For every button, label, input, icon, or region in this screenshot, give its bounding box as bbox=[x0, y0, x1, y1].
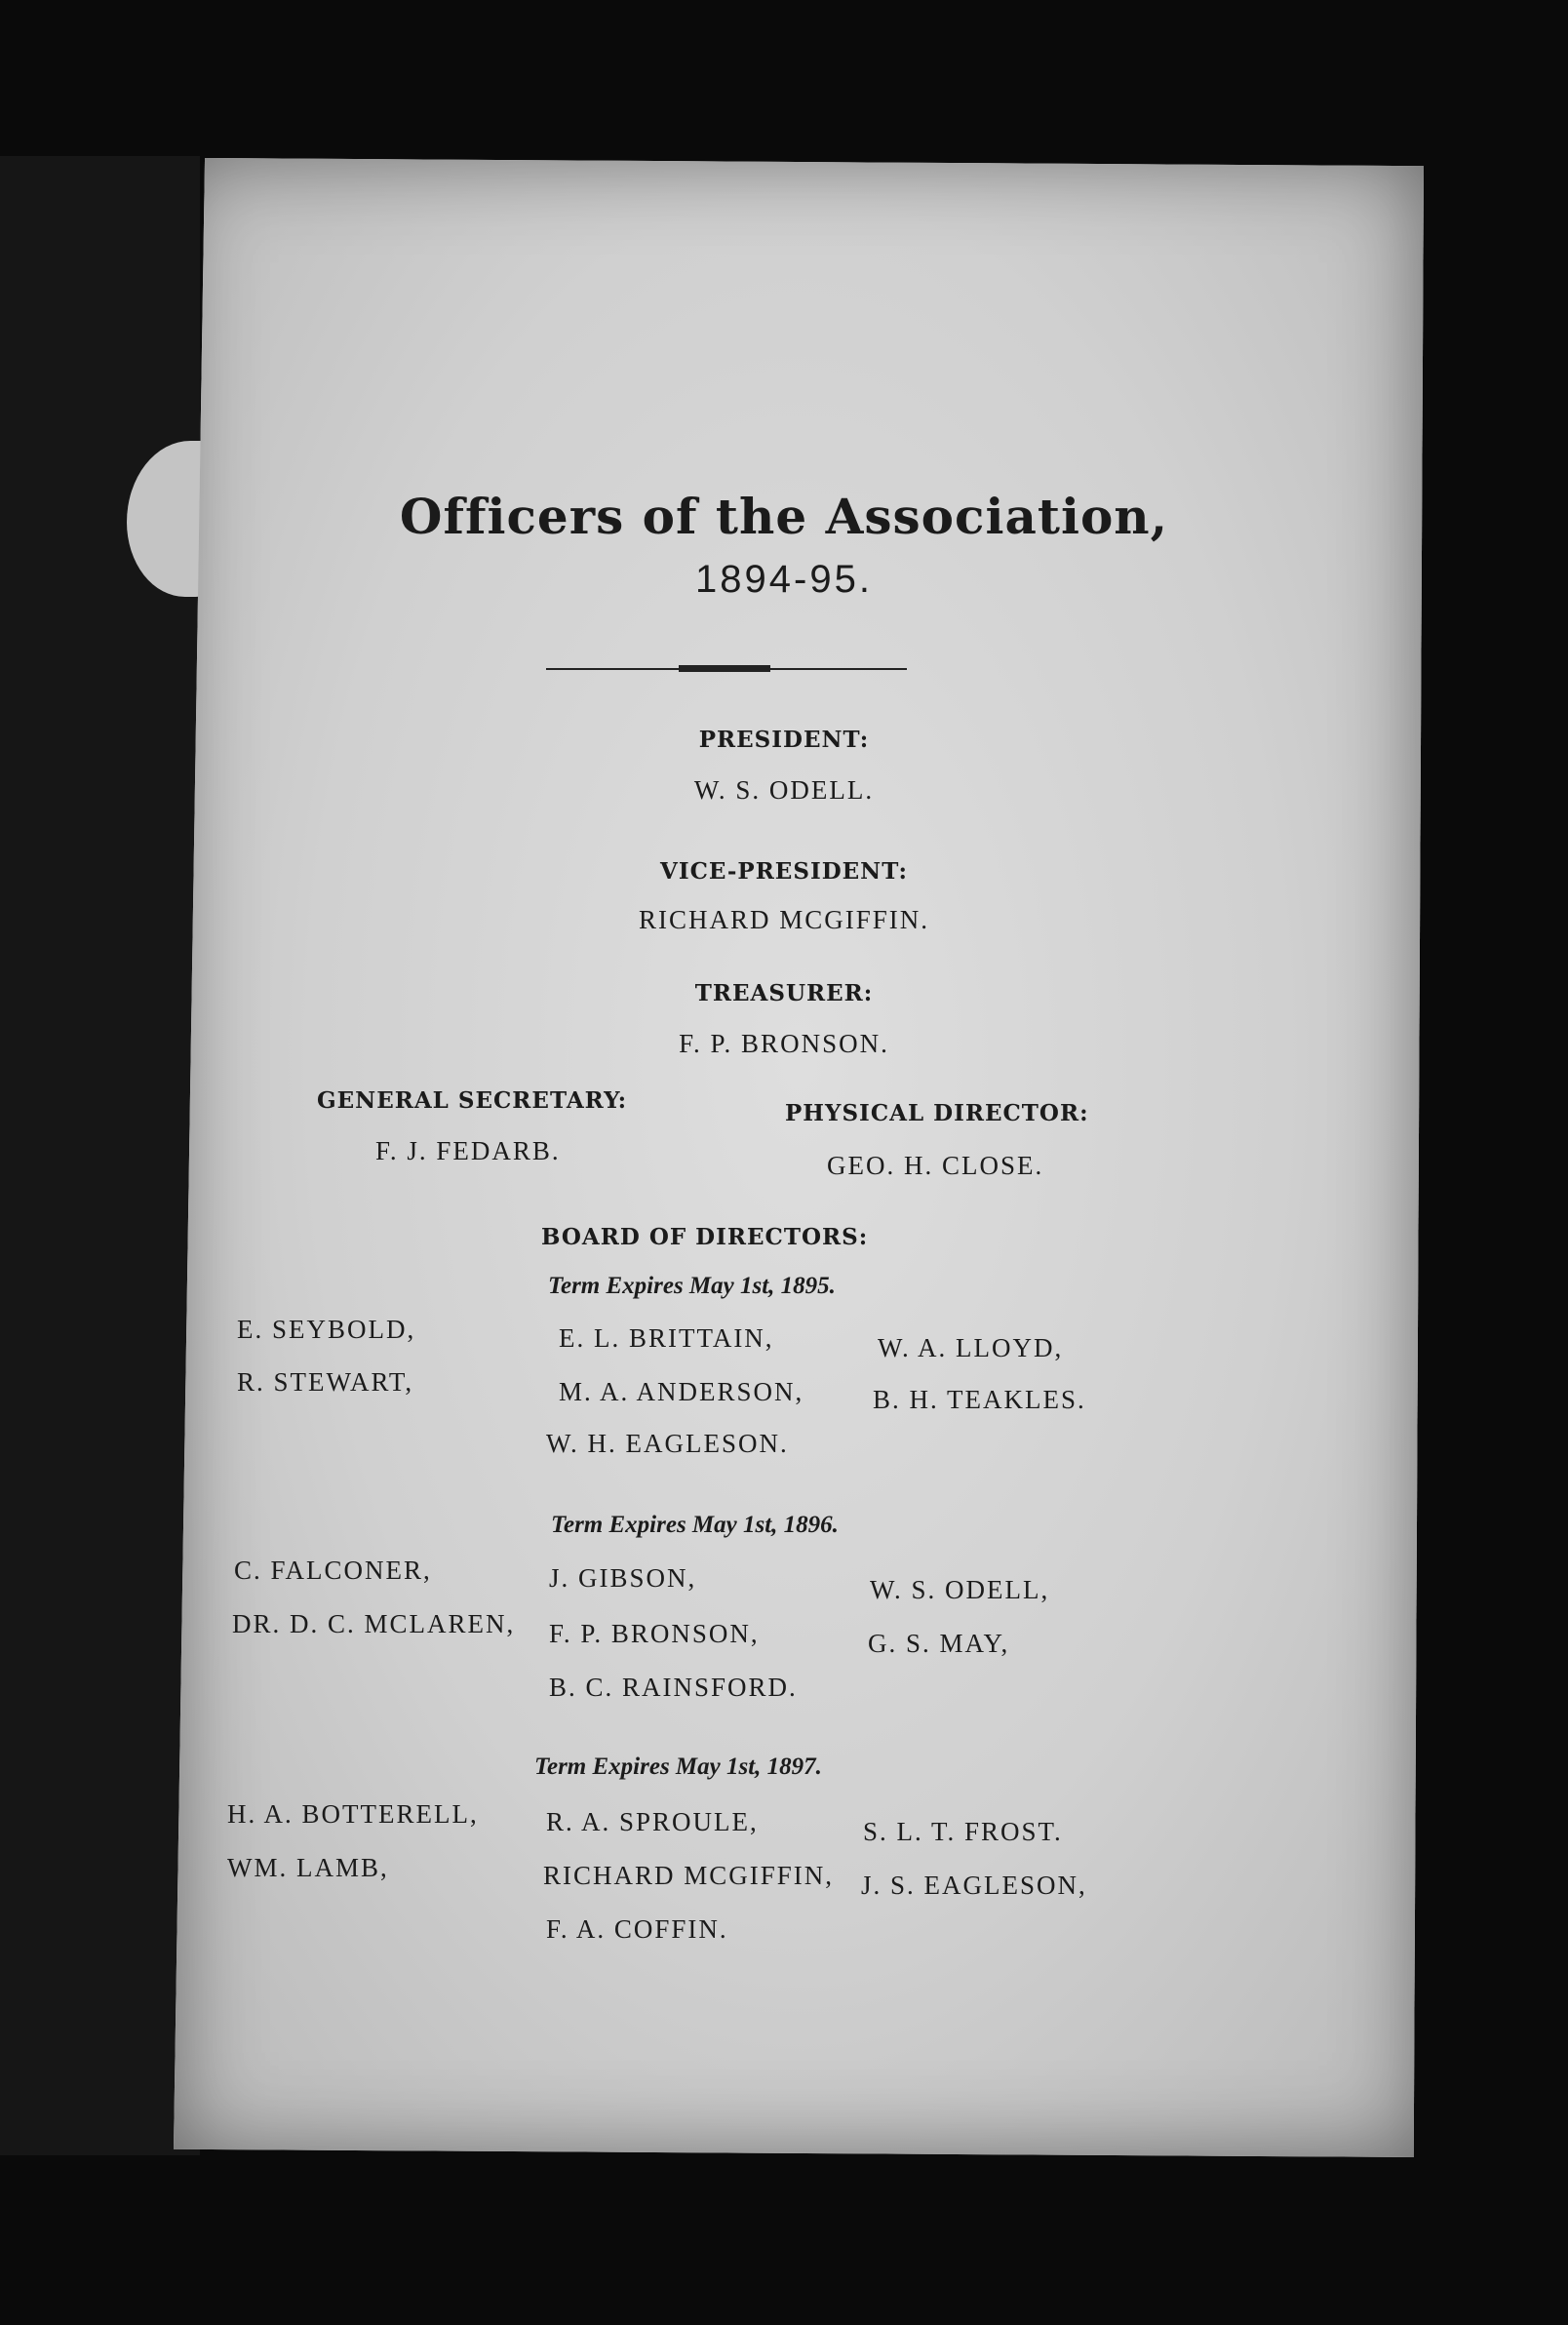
director-name: F. P. BRONSON, bbox=[549, 1619, 760, 1648]
general-secretary-name: F. J. FEDARB. bbox=[375, 1136, 561, 1165]
treasurer-heading: TREASURER: bbox=[694, 980, 874, 1006]
director-name: WM. LAMB, bbox=[227, 1853, 389, 1882]
term-label: Term Expires May 1st, 1896. bbox=[551, 1512, 839, 1538]
director-name: J. GIBSON, bbox=[549, 1563, 697, 1593]
physical-director-name: GEO. H. CLOSE. bbox=[827, 1151, 1044, 1180]
director-name: C. FALCONER, bbox=[234, 1556, 432, 1585]
document-title: Officers of the Association, bbox=[399, 488, 1169, 545]
director-name: R. A. SPROULE, bbox=[546, 1807, 759, 1836]
general-secretary-heading: GENERAL SECRETARY: bbox=[317, 1087, 628, 1114]
director-name: B. H. TEAKLES. bbox=[873, 1385, 1086, 1414]
director-name: J. S. EAGLESON, bbox=[861, 1871, 1087, 1900]
president-name: W. S. ODELL. bbox=[693, 775, 875, 805]
director-name: G. S. MAY, bbox=[868, 1629, 1010, 1658]
director-name: R. STEWART, bbox=[237, 1367, 414, 1397]
director-name: RICHARD MCGIFFIN, bbox=[543, 1861, 835, 1890]
director-name: W. A. LLOYD, bbox=[878, 1333, 1064, 1362]
director-name: B. C. RAINSFORD. bbox=[549, 1673, 798, 1702]
director-name: E. L. BRITTAIN, bbox=[559, 1323, 774, 1353]
vice-president-heading: VICE-PRESIDENT: bbox=[659, 858, 908, 885]
vice-president-name: RICHARD MCGIFFIN. bbox=[638, 905, 930, 934]
treasurer-name: F. P. BRONSON. bbox=[679, 1029, 889, 1058]
president-heading: PRESIDENT: bbox=[698, 727, 870, 753]
term-label: Term Expires May 1st, 1897. bbox=[534, 1754, 822, 1780]
director-name: DR. D. C. MCLAREN, bbox=[232, 1609, 516, 1638]
title-divider-center bbox=[679, 665, 770, 672]
director-name: W. H. EAGLESON. bbox=[546, 1429, 789, 1458]
board-heading: BOARD OF DIRECTORS: bbox=[541, 1224, 869, 1250]
director-name: M. A. ANDERSON, bbox=[559, 1377, 804, 1406]
director-name: W. S. ODELL, bbox=[870, 1575, 1050, 1604]
physical-director-heading: PHYSICAL DIRECTOR: bbox=[785, 1100, 1089, 1126]
director-name: F. A. COFFIN. bbox=[546, 1914, 728, 1944]
director-name: E. SEYBOLD, bbox=[237, 1315, 416, 1344]
director-name: S. L. T. FROST. bbox=[863, 1817, 1063, 1846]
director-name: H. A. BOTTERELL, bbox=[227, 1799, 479, 1829]
term-label: Term Expires May 1st, 1895. bbox=[548, 1273, 836, 1299]
document-years: 1894-95. bbox=[695, 558, 873, 601]
